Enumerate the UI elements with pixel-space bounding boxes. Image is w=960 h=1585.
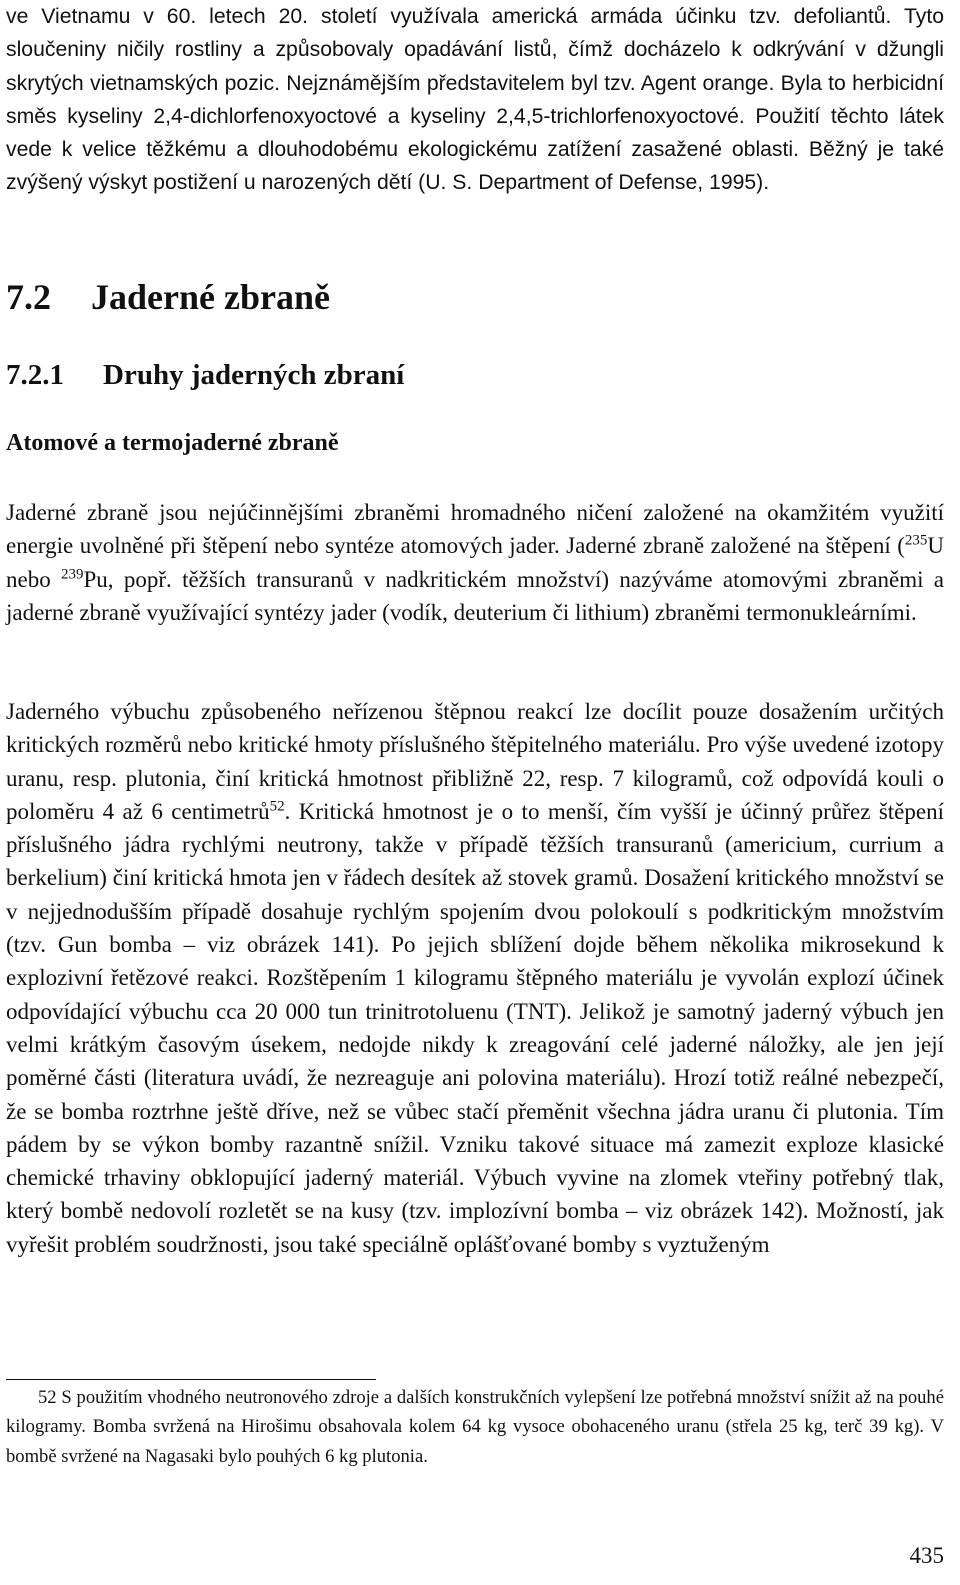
section-title: Jaderné zbraně	[91, 277, 330, 317]
intro-paragraph: ve Vietnamu v 60. letech 20. století využívala americká armáda účinku tzv. defoliantů. Tyto sloučeniny ničily rostliny a způsobovaly opadávání listů, čímž docházelo k odkrývání v džungli skrytých vietnamských pozic. Nejznámějším představitelem byl tzv. Agent orange. Byla to herbicidní směs kyseliny 2,4-dichlorfenoxyoctové a kyseliny 2,4,5-trichlorfenoxyoctové. Použití těchto látek vede k velice těžkému a dlouhodobému ekologickému zatížení zasažené oblasti. Běžný je také zvýšený výskyt postižení u narozených dětí (U. S. Department of Defense, 1995).	[6, 5, 944, 195]
paragraph-text: Jaderného výbuchu způsobeného neřízenou štěpnou reakcí lze docílit pouze dosažením určitých kritických rozměrů nebo kritické hmoty příslušného štěpitelného materiálu. Pro výše uvedené izotopy uranu, resp. plutonia, činí kritická hmotnost přibližně 22, resp. 7 kilogramů, což odpovídá kouli o poloměru 4 až 6 centimetrů	[6, 699, 944, 824]
section-number: 7.2	[6, 277, 51, 317]
paragraph-text: Pu, popř. těžších transuranů v nadkritickém množství) nazýváme atomovými zbraněmi a jaderné zbraně využívající syntézy jader (vodík, deuterium či lithium) zbraněmi termonukleárními.	[6, 566, 944, 625]
subsection-heading	[6, 355, 404, 395]
paragraph-text: Jaderné zbraně jsou nejúčinnějšími zbraněmi hromadného ničení založené na okamžitém využití energie uvolněné při štěpení nebo syntéze atomových jader. Jaderné zbraně založené na štěpení (	[6, 500, 944, 559]
paragraph-atomic-weapons	[6, 496, 944, 629]
subsection-number: 7.2.1	[6, 359, 64, 391]
isotope-mass-number: 235	[904, 532, 928, 549]
footnote-divider	[6, 1379, 376, 1380]
paragraph-text: . Kritická hmotnost je o to menší, čím vyšší je účinný průřez štěpení příslušného jádra rychlými neutrony, takže v případě těžších transuranů (americium, currium a berkelium) činí kritická hmota jen v řádech desítek až stovek gramů. Dosažení kritického množství se v nejjednodušším případě dosahuje rychlým spojením dvou polokoulí s podkritickým množstvím (tzv. Gun bomba – viz obrázek 141). Po jejich sblížení dojde během několika mikrosekund k explozivní řetězové reakci. Rozštěpením 1 kilogramu štěpného materiálu je vyvolán explozí účinek odpovídající výbuchu cca 20 000 tun trinitrotoluenu (TNT). Jelikož je samotný jaderný výbuch jen velmi krátkým časovým úsekem, nedojde nikdy k zreagování celé jaderné náložky, ale jen její poměrné části (literatura uvádí, že nezreaguje ani polovina materiálu). Hrozí totiž reálné nebezpečí, že se bomba roztrhne ještě dříve, než se vůbec stačí přeměnit všechna jádra uranu či plutonia. Tím pádem by se výkon bomby razantně snížil. Vzniku takové situace má zamezit exploze klasické chemické trhaviny obklopující jaderný materiál. Výbuch vyvine na zlomek vteřiny potřebný tlak, který bombě nedovolí rozletět se na kusy (tzv. implozívní bomba – viz obrázek 142). Možností, jak vyřešit problém soudržnosti, jsou také speciálně oplášťované bomby s vyztuženým	[6, 798, 944, 1257]
paragraph-heading: Atomové a termojaderné zbraně	[6, 430, 339, 456]
footnote-number: 52	[38, 1387, 57, 1408]
isotope-mass-number: 239	[61, 565, 84, 582]
paragraph-text: U nebo	[6, 533, 944, 592]
subsection-title: Druhy jaderných zbraní	[103, 359, 405, 391]
footnote-text: S použitím vhodného neutronového zdroje a dalších konstrukčních vylepšení lze potřebná množství snížit až na pouhé kilogramy. Bomba svržená na Hirošimu obsahovala kolem 64 kg vysoce obohaceného uranu (střela 25 kg, terč 39 kg). V bombě svržené na Nagasaki bylo pouhých 6 kg plutonia.	[6, 1387, 944, 1467]
page-number: 435	[909, 1543, 944, 1568]
section-heading	[6, 275, 330, 319]
paragraph-critical-mass	[6, 695, 944, 1261]
footnote	[6, 1383, 944, 1471]
footnote-reference[interactable]: 52	[269, 798, 285, 815]
